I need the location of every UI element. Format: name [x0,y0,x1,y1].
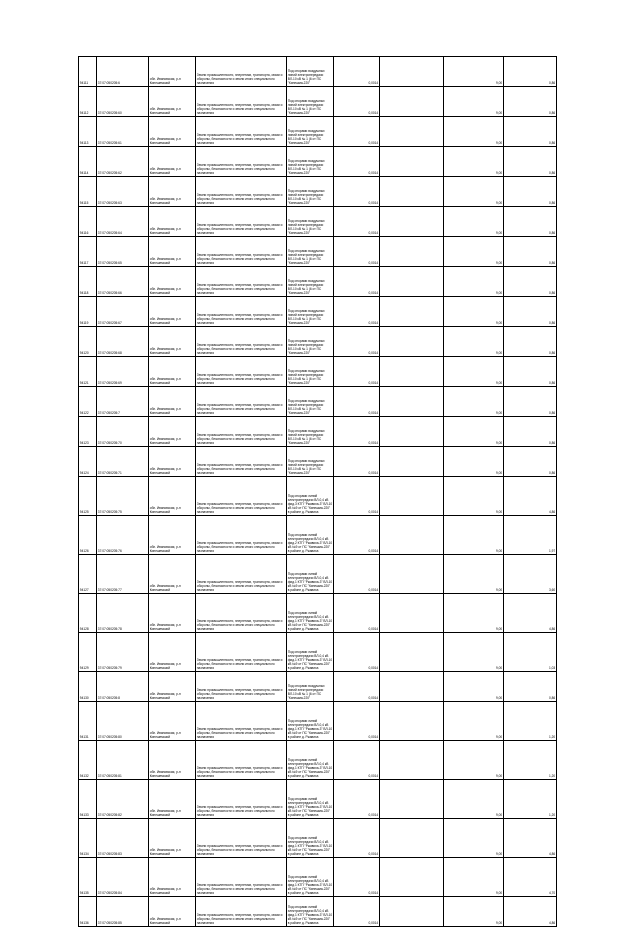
row-number-cell: 94134 [79,819,97,858]
sum-cell: 0,86 [504,177,557,207]
table-row [79,555,557,594]
cadastral-number-cell: 37:07:050205:82 [97,780,149,819]
address-cell: обл. Ивановская, р-н Кинешемский [149,297,196,327]
rate-cell: 9,00 [444,633,504,672]
row-number-cell: 94126 [79,516,97,555]
sum-cell: 4,86 [504,594,557,633]
row-number-cell: 94120 [79,327,97,357]
table-row [79,147,557,177]
row-number-cell: 94122 [79,387,97,417]
table-row [79,447,557,477]
permitted-use-cell: Под опорами линий электропередачи ВЛ-0,4 кВ фид.1 КТП "Ржавиха-3" ВЛ-10 кВ №9 от ПС "Кинешма-220" в районе д. Ржавиха [287,858,334,897]
rate-cell: 9,00 [444,357,504,387]
address-cell: обл. Ивановская, р-н Кинешемский [149,555,196,594]
sum-cell: 0,86 [504,357,557,387]
table-row [79,477,557,516]
empty-cell [380,147,444,177]
land-category-cell: Земли промышленности, энергетики, транспорта, связи и обороны, безопасности и земли иного специального назначения [196,477,287,516]
table-row [79,387,557,417]
cadastral-number-cell: 37:07:050205:78 [97,594,149,633]
cadastral-number-cell: 37:07:050205:64 [97,207,149,237]
rate-cell: 9,00 [444,555,504,594]
empty-cell [380,57,444,87]
land-category-cell: Земли промышленности, энергетики, транспорта, связи и обороны, безопасности и земли иного специального назначения [196,417,287,447]
empty-cell [380,87,444,117]
land-category-cell: Земли промышленности, энергетики, транспорта, связи и обороны, безопасности и земли иного специального назначения [196,555,287,594]
rate-cell: 9,00 [444,177,504,207]
table-row [79,267,557,297]
cadastral-number-cell: 37:07:050205:83 [97,819,149,858]
land-plots-table [78,56,557,927]
rate-cell: 9,00 [444,780,504,819]
row-number-cell: 94132 [79,741,97,780]
area-cell: 0,0014 [334,780,380,819]
address-cell: обл. Ивановская, р-н Кинешемский [149,780,196,819]
sum-cell: 1,20 [504,780,557,819]
rate-cell: 9,00 [444,237,504,267]
land-category-cell: Земли промышленности, энергетики, транспорта, связи и обороны, безопасности и земли иного специального назначения [196,672,287,702]
empty-cell [380,327,444,357]
land-category-cell: Земли промышленности, энергетики, транспорта, связи и обороны, безопасности и земли иного специального назначения [196,117,287,147]
rate-cell: 9,00 [444,741,504,780]
empty-cell [380,672,444,702]
area-cell: 0,0014 [334,177,380,207]
permitted-use-cell: Под опорами линий электропередачи ВЛ-0,4 кВ фид.1 КТП "Ржавиха-3" ВЛ-10 кВ №9 от ПС "Кинешма-220" в районе д. Ржавиха [287,633,334,672]
area-cell: 0,0014 [334,267,380,297]
rate-cell: 9,00 [444,672,504,702]
address-cell: обл. Ивановская, р-н Кинешемский [149,117,196,147]
permitted-use-cell: Под опорами линий электропередачи ВЛ-0,4 кВ фид.1 КТП "Ржавиха-3" ВЛ-10 кВ №9 от ПС "Кинешма-220" в районе д. Ржавиха [287,594,334,633]
table-row [79,897,557,927]
cadastral-number-cell: 37:07:050205:79 [97,633,149,672]
sum-cell: 0,86 [504,417,557,447]
empty-cell [380,357,444,387]
empty-cell [380,177,444,207]
permitted-use-cell: Под опорами воздушных линий электропередачи ВЛ-10 кВ № 1 (6 от ПС "Кинешма-220" [287,57,334,87]
row-number-cell: 94125 [79,477,97,516]
area-cell: 0,0014 [334,57,380,87]
cadastral-number-cell: 37:07:050205:65 [97,237,149,267]
land-category-cell: Земли промышленности, энергетики, транспорта, связи и обороны, безопасности и земли иного специального назначения [196,147,287,177]
permitted-use-cell: Под опорами воздушных линий электропередачи ВЛ-10 кВ № 1 (6 от ПС "Кинешма-220" [287,147,334,177]
empty-cell [380,555,444,594]
permitted-use-cell: Под опорами линий электропередачи ВЛ-0,4 кВ фид.1 КТП "Ржавиха-3" ВЛ-10 кВ №9 от ПС "Кинешма-220" в районе д. Ржавиха [287,702,334,741]
row-number-cell: 94130 [79,672,97,702]
address-cell: обл. Ивановская, р-н Кинешемский [149,207,196,237]
address-cell: обл. Ивановская, р-н Кинешемский [149,147,196,177]
cadastral-number-cell: 37:07:050205:66 [97,267,149,297]
sum-cell: 4,70 [504,858,557,897]
table-row [79,357,557,387]
empty-cell [380,633,444,672]
table-row [79,87,557,117]
sum-cell: 1,20 [504,702,557,741]
address-cell: обл. Ивановская, р-н Кинешемский [149,57,196,87]
land-category-cell: Земли промышленности, энергетики, транспорта, связи и обороны, безопасности и земли иного специального назначения [196,633,287,672]
area-cell: 0,0014 [334,297,380,327]
area-cell: 0,0014 [334,897,380,927]
address-cell: обл. Ивановская, р-н Кинешемский [149,741,196,780]
land-category-cell: Земли промышленности, энергетики, транспорта, связи и обороны, безопасности и земли иного специального назначения [196,297,287,327]
permitted-use-cell: Под опорами линий электропередачи ВЛ-0,4 кВ фид.1 КТП "Ржавиха-3" ВЛ-10 кВ №9 от ПС "Кинешма-220" в районе д. Ржавиха [287,897,334,927]
row-number-cell: 94129 [79,633,97,672]
empty-cell [380,516,444,555]
permitted-use-cell: Под опорами линий электропередачи ВЛ-0,4 кВ фид.1 КТП "Ржавиха-3" ВЛ-10 кВ №9 от ПС "Кинешма-220" в районе д. Ржавиха [287,819,334,858]
rate-cell: 9,00 [444,858,504,897]
address-cell: обл. Ивановская, р-н Кинешемский [149,594,196,633]
sum-cell: 0,86 [504,672,557,702]
permitted-use-cell: Под опорами воздушных линий электропередачи ВЛ-10 кВ № 1 (6 от ПС "Кинешма-220" [287,327,334,357]
cadastral-number-cell: 37:07:050205:71 [97,447,149,477]
sum-cell: 0,86 [504,117,557,147]
rate-cell: 9,00 [444,207,504,237]
permitted-use-cell: Под опорами линий электропередачи ВЛ-0,4 кВ фид.3 КТП "Ржавиха-3" ВЛ-10 кВ №9 от ПС "Кинешма-220" в районе д. Ржавиха [287,477,334,516]
cadastral-number-cell: 37:07:050205:8 [97,672,149,702]
area-cell: 0,0014 [334,357,380,387]
empty-cell [380,897,444,927]
empty-cell [380,117,444,147]
table-body [79,57,557,927]
land-category-cell: Земли промышленности, энергетики, транспорта, связи и обороны, безопасности и земли иного специального назначения [196,897,287,927]
land-category-cell: Земли промышленности, энергетики, транспорта, связи и обороны, безопасности и земли иного специального назначения [196,594,287,633]
row-number-cell: 94124 [79,447,97,477]
empty-cell [380,267,444,297]
rate-cell: 9,00 [444,477,504,516]
address-cell: обл. Ивановская, р-н Кинешемский [149,387,196,417]
row-number-cell: 94112 [79,87,97,117]
address-cell: обл. Ивановская, р-н Кинешемский [149,87,196,117]
land-category-cell: Земли промышленности, энергетики, транспорта, связи и обороны, безопасности и земли иного специального назначения [196,819,287,858]
sum-cell: 4,86 [504,897,557,927]
rate-cell: 9,00 [444,516,504,555]
sum-cell: 0,86 [504,57,557,87]
area-cell: 0,0014 [334,327,380,357]
address-cell: обл. Ивановская, р-н Кинешемский [149,702,196,741]
table-row [79,207,557,237]
cadastral-number-cell: 37:07:050205:7 [97,387,149,417]
table-row [79,741,557,780]
sum-cell: 0,86 [504,297,557,327]
table-row [79,327,557,357]
address-cell: обл. Ивановская, р-н Кинешемский [149,672,196,702]
address-cell: обл. Ивановская, р-н Кинешемский [149,633,196,672]
permitted-use-cell: Под опорами воздушных линий электропередачи ВЛ-10 кВ № 1 (6 от ПС "Кинешма-220" [287,177,334,207]
table-row [79,516,557,555]
empty-cell [380,417,444,447]
address-cell: обл. Ивановская, р-н Кинешемский [149,858,196,897]
empty-cell [380,297,444,327]
sum-cell: 4,86 [504,819,557,858]
sum-cell: 3,60 [504,555,557,594]
address-cell: обл. Ивановская, р-н Кинешемский [149,267,196,297]
sum-cell: 0,86 [504,447,557,477]
table-row [79,702,557,741]
table-row [79,177,557,207]
land-category-cell: Земли промышленности, энергетики, транспорта, связи и обороны, безопасности и земли иного специального назначения [196,327,287,357]
land-category-cell: Земли промышленности, энергетики, транспорта, связи и обороны, безопасности и земли иного специального назначения [196,177,287,207]
row-number-cell: 94113 [79,117,97,147]
cadastral-number-cell: 37:07:050205:67 [97,297,149,327]
permitted-use-cell: Под опорами линий электропередачи ВЛ-0,4 кВ фид.1 КТП "Ржавиха-3" ВЛ-10 кВ №9 от ПС "Кинешма-220" в районе д. Ржавиха [287,741,334,780]
land-category-cell: Земли промышленности, энергетики, транспорта, связи и обороны, безопасности и земли иного специального назначения [196,780,287,819]
address-cell: обл. Ивановская, р-н Кинешемский [149,327,196,357]
row-number-cell: 94136 [79,897,97,927]
sum-cell: 1,97 [504,516,557,555]
land-category-cell: Земли промышленности, энергетики, транспорта, связи и обороны, безопасности и земли иного специального назначения [196,357,287,387]
area-cell: 0,0014 [334,477,380,516]
rate-cell: 9,00 [444,417,504,447]
empty-cell [380,858,444,897]
cadastral-number-cell: 37:07:050205:63 [97,177,149,207]
rate-cell: 9,00 [444,117,504,147]
land-category-cell: Земли промышленности, энергетики, транспорта, связи и обороны, безопасности и земли иного специального назначения [196,447,287,477]
cadastral-number-cell: 37:07:050205:75 [97,477,149,516]
table-row [79,417,557,447]
row-number-cell: 94118 [79,267,97,297]
table-row [79,780,557,819]
address-cell: обл. Ивановская, р-н Кинешемский [149,237,196,267]
row-number-cell: 94115 [79,177,97,207]
land-category-cell: Земли промышленности, энергетики, транспорта, связи и обороны, безопасности и земли иного специального назначения [196,702,287,741]
area-cell: 0,0014 [334,516,380,555]
permitted-use-cell: Под опорами линий электропередачи ВЛ-0,4 кВ фид.2 КТП "Ржавиха-3" ВЛ-10 кВ №9 от ПС "Кинешма-220" в районе д. Ржавиха [287,516,334,555]
land-category-cell: Земли промышленности, энергетики, транспорта, связи и обороны, безопасности и земли иного специального назначения [196,858,287,897]
sum-cell: 0,86 [504,207,557,237]
address-cell: обл. Ивановская, р-н Кинешемский [149,177,196,207]
area-cell: 0,0014 [334,417,380,447]
sum-cell: 0,86 [504,147,557,177]
area-cell: 0,0014 [334,594,380,633]
row-number-cell: 94131 [79,702,97,741]
area-cell: 0,0014 [334,555,380,594]
rate-cell: 9,00 [444,147,504,177]
land-category-cell: Земли промышленности, энергетики, транспорта, связи и обороны, безопасности и земли иного специального назначения [196,207,287,237]
empty-cell [380,477,444,516]
empty-cell [380,447,444,477]
cadastral-number-cell: 37:07:050205:77 [97,555,149,594]
empty-cell [380,594,444,633]
address-cell: обл. Ивановская, р-н Кинешемский [149,516,196,555]
permitted-use-cell: Под опорами линий электропередачи ВЛ-0,4 кВ фид.1 КТП "Ржавиха-3" ВЛ-10 кВ №9 от ПС "Кинешма-220" в районе д. Ржавиха [287,555,334,594]
permitted-use-cell: Под опорами воздушных линий электропередачи ВЛ-10 кВ № 1 (6 от ПС "Кинешма-220" [287,357,334,387]
address-cell: обл. Ивановская, р-н Кинешемский [149,417,196,447]
sum-cell: 0,86 [504,87,557,117]
sum-cell: 1,03 [504,633,557,672]
permitted-use-cell: Под опорами воздушных линий электропередачи ВЛ-10 кВ № 1 (6 от ПС "Кинешма-220" [287,387,334,417]
permitted-use-cell: Под опорами воздушных линий электропередачи ВЛ-10 кВ № 1 (6 от ПС "Кинешма-220" [287,87,334,117]
land-category-cell: Земли промышленности, энергетики, транспорта, связи и обороны, безопасности и земли иного специального назначения [196,267,287,297]
cadastral-number-cell: 37:07:050205:80 [97,702,149,741]
rate-cell: 9,00 [444,702,504,741]
rate-cell: 9,00 [444,327,504,357]
area-cell: 0,0014 [334,237,380,267]
permitted-use-cell: Под опорами воздушных линий электропередачи ВЛ-10 кВ № 1 (6 от ПС "Кинешма-220" [287,297,334,327]
sum-cell: 0,86 [504,387,557,417]
row-number-cell: 94116 [79,207,97,237]
empty-cell [380,702,444,741]
cadastral-number-cell: 37:07:050205:70 [97,417,149,447]
rate-cell: 9,00 [444,594,504,633]
row-number-cell: 94123 [79,417,97,447]
rate-cell: 9,00 [444,387,504,417]
rate-cell: 9,00 [444,267,504,297]
address-cell: обл. Ивановская, р-н Кинешемский [149,819,196,858]
cadastral-number-cell: 37:07:050205:85 [97,897,149,927]
permitted-use-cell: Под опорами воздушных линий электропередачи ВЛ-10 кВ № 1 (6 от ПС "Кинешма-220" [287,207,334,237]
row-number-cell: 94135 [79,858,97,897]
rate-cell: 9,00 [444,447,504,477]
area-cell: 0,0014 [334,702,380,741]
table-row [79,117,557,147]
area-cell: 0,0014 [334,858,380,897]
row-number-cell: 94111 [79,57,97,87]
area-cell: 0,0014 [334,819,380,858]
permitted-use-cell: Под опорами воздушных линий электропередачи ВЛ-10 кВ № 1 (6 от ПС "Кинешма-220" [287,267,334,297]
table-row [79,858,557,897]
table-row [79,633,557,672]
cadastral-number-cell: 37:07:050205:6 [97,57,149,87]
empty-cell [380,741,444,780]
rate-cell: 9,00 [444,819,504,858]
land-category-cell: Земли промышленности, энергетики, транспорта, связи и обороны, безопасности и земли иного специального назначения [196,57,287,87]
cadastral-number-cell: 37:07:050205:76 [97,516,149,555]
land-category-cell: Земли промышленности, энергетики, транспорта, связи и обороны, безопасности и земли иного специального назначения [196,237,287,267]
empty-cell [380,819,444,858]
empty-cell [380,207,444,237]
rate-cell: 9,00 [444,897,504,927]
empty-cell [380,780,444,819]
permitted-use-cell: Под опорами воздушных линий электропередачи ВЛ-10 кВ № 1 (6 от ПС "Кинешма-220" [287,117,334,147]
area-cell: 0,0014 [334,117,380,147]
area-cell: 0,0014 [334,741,380,780]
address-cell: обл. Ивановская, р-н Кинешемский [149,357,196,387]
cadastral-number-cell: 37:07:050205:60 [97,87,149,117]
table-row [79,57,557,87]
permitted-use-cell: Под опорами воздушных линий электропередачи ВЛ-10 кВ № 1 (6 от ПС "Кинешма-220" [287,417,334,447]
area-cell: 0,0014 [334,147,380,177]
rate-cell: 9,00 [444,57,504,87]
sum-cell: 0,86 [504,267,557,297]
cadastral-number-cell: 37:07:050205:61 [97,117,149,147]
table-row [79,297,557,327]
address-cell: обл. Ивановская, р-н Кинешемский [149,447,196,477]
row-number-cell: 94127 [79,555,97,594]
table-row [79,237,557,267]
cadastral-number-cell: 37:07:050205:68 [97,327,149,357]
area-cell: 0,0014 [334,633,380,672]
sum-cell: 1,20 [504,741,557,780]
permitted-use-cell: Под опорами воздушных линий электропередачи ВЛ-10 кВ № 1 (6 от ПС "Кинешма-220" [287,672,334,702]
area-cell: 0,0014 [334,672,380,702]
permitted-use-cell: Под опорами воздушных линий электропередачи ВЛ-10 кВ № 1 (6 от ПС "Кинешма-220" [287,237,334,267]
sum-cell: 0,86 [504,327,557,357]
land-category-cell: Земли промышленности, энергетики, транспорта, связи и обороны, безопасности и земли иного специального назначения [196,87,287,117]
cadastral-number-cell: 37:07:050205:62 [97,147,149,177]
empty-cell [380,387,444,417]
row-number-cell: 94117 [79,237,97,267]
permitted-use-cell: Под опорами воздушных линий электропередачи ВЛ-10 кВ № 1 (6 от ПС "Кинешма-220" [287,447,334,477]
table-row [79,819,557,858]
rate-cell: 9,00 [444,87,504,117]
row-number-cell: 94128 [79,594,97,633]
cadastral-number-cell: 37:07:050205:84 [97,858,149,897]
sum-cell: 0,86 [504,237,557,267]
area-cell: 0,0014 [334,447,380,477]
land-category-cell: Земли промышленности, энергетики, транспорта, связи и обороны, безопасности и земли иного специального назначения [196,516,287,555]
empty-cell [380,237,444,267]
row-number-cell: 94121 [79,357,97,387]
sum-cell: 4,86 [504,477,557,516]
cadastral-number-cell: 37:07:050205:81 [97,741,149,780]
row-number-cell: 94114 [79,147,97,177]
address-cell: обл. Ивановская, р-н Кинешемский [149,897,196,927]
permitted-use-cell: Под опорами линий электропередачи ВЛ-0,4 кВ фид.1 КТП "Ржавиха-3" ВЛ-10 кВ №9 от ПС "Кинешма-220" в районе д. Ржавиха [287,780,334,819]
cadastral-number-cell: 37:07:050205:69 [97,357,149,387]
area-cell: 0,0014 [334,207,380,237]
row-number-cell: 94119 [79,297,97,327]
rate-cell: 9,00 [444,297,504,327]
table-row [79,672,557,702]
land-category-cell: Земли промышленности, энергетики, транспорта, связи и обороны, безопасности и земли иного специального назначения [196,741,287,780]
area-cell: 0,0014 [334,387,380,417]
land-category-cell: Земли промышленности, энергетики, транспорта, связи и обороны, безопасности и земли иного специального назначения [196,387,287,417]
row-number-cell: 94133 [79,780,97,819]
area-cell: 0,0014 [334,87,380,117]
address-cell: обл. Ивановская, р-н Кинешемский [149,477,196,516]
table-row [79,594,557,633]
